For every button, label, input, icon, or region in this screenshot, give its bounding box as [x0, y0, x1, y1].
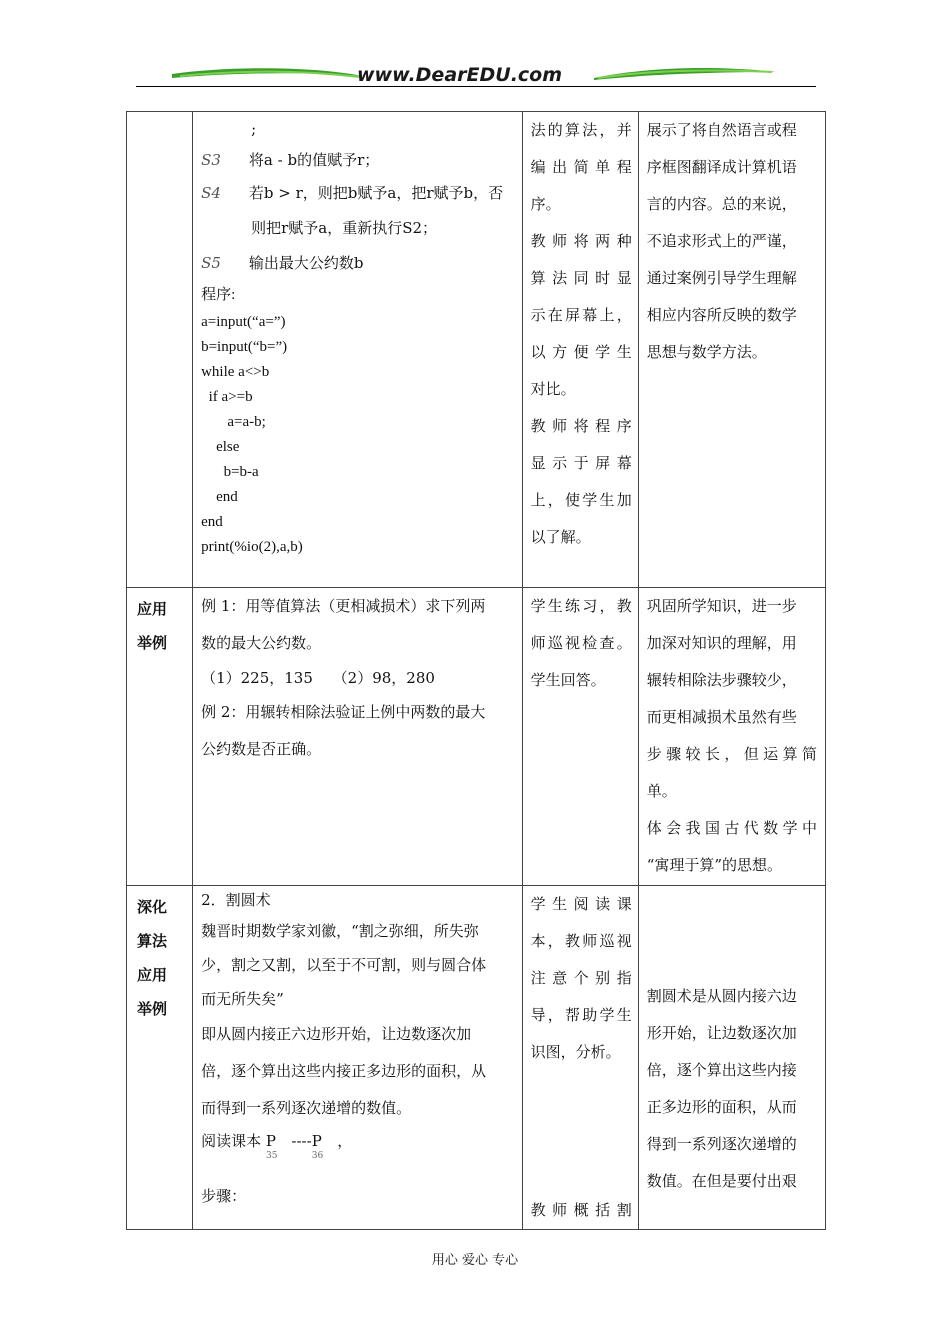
text-line: 不追求形式上的严谨，: [646, 232, 797, 250]
text-line: 教师将程序: [530, 417, 632, 435]
text-line: 公约数是否正确。: [201, 740, 322, 758]
algo-semicolon: ;: [251, 120, 257, 138]
content-cell: [193, 886, 522, 1230]
text-line: 数的最大公约数。: [201, 634, 322, 652]
code-line: while a<>b: [201, 364, 270, 380]
text-line: 示在屏幕上，: [530, 306, 632, 324]
text-line: 本，教师巡视: [530, 932, 632, 950]
text-line: 通过案例引导学生理解: [646, 269, 797, 287]
text-line: 辗转相除法步骤较少，: [646, 671, 797, 689]
text-line: 而无所失矣”: [201, 990, 284, 1008]
text-line: 思想与数学方法。: [646, 343, 767, 361]
right-swoosh-graphic: [592, 64, 778, 84]
table-row: [127, 588, 826, 886]
text-line: “寓理于算”的思想。: [646, 856, 783, 874]
stage-label: 举例: [137, 1000, 168, 1018]
table-row: [127, 886, 826, 1230]
text-line: 注意个别指: [530, 969, 632, 987]
code-line: end: [201, 514, 223, 530]
textbook-reference: [201, 1127, 521, 1161]
text-line: 以方便学生: [530, 343, 632, 361]
intent-cell: [638, 886, 825, 1230]
step-text: 若b > r，则把b赋予a，把r赋予b，否: [248, 184, 504, 202]
steps-label: 步骤：: [201, 1187, 247, 1205]
intent-cell: [638, 112, 825, 588]
code-line: print(%io(2),a,b): [201, 539, 303, 555]
text-line: 学生练习，教: [530, 597, 632, 615]
text-line: 序。: [530, 195, 561, 213]
reference-prefix: 阅读课本 P: [201, 1132, 276, 1150]
stage-cell: [127, 112, 193, 588]
text-line: 编出简单程: [530, 158, 632, 176]
text-line: 识图，分析。: [530, 1043, 621, 1061]
reference-suffix: ，: [337, 1132, 353, 1150]
text-line: 教师概括割: [530, 1201, 632, 1219]
step-text: 输出最大公约数b: [248, 254, 364, 272]
text-line: 即从圆内接正六边形开始，让边数逐次加: [201, 1025, 472, 1043]
page-subscript: 35: [265, 1151, 278, 1161]
activity-cell: [522, 886, 638, 1230]
text-line: 少，割之又割，以至于不可割，则与圆合体: [201, 956, 487, 974]
text-line: 数值。在但是要付出艰: [646, 1172, 797, 1190]
text-line: 学生回答。: [530, 671, 606, 689]
code-line: b=input(“b=”): [201, 339, 288, 355]
text-line: 得到一系列逐次递增的: [646, 1135, 797, 1153]
stage-label: 举例: [137, 634, 168, 652]
left-swoosh-graphic: [170, 64, 365, 84]
text-line: 学生阅读课: [530, 895, 632, 913]
activity-cell: [522, 112, 638, 588]
text-line: 2．割圆术: [201, 891, 271, 909]
text-line: 例 1：用等值算法（更相减损术）求下列两: [201, 597, 486, 615]
code-line: a=input(“a=”): [201, 314, 286, 330]
step-text: 将a - b的值赋予r；: [248, 151, 380, 169]
stage-label: 应用: [137, 966, 168, 984]
content-cell: [193, 112, 522, 588]
text-line: （1）225，135 （2）98，280: [201, 669, 435, 687]
step-label: S4: [201, 184, 221, 202]
code-line: b=b-a: [201, 464, 259, 480]
text-line: 魏晋时期数学家刘徽，“割之弥细，所失弥: [201, 922, 479, 940]
lesson-table: [126, 111, 826, 1230]
text-line: 而更相减损术虽然有些: [646, 708, 797, 726]
text-line: 巩固所学知识，进一步: [646, 597, 797, 615]
text-line: 对比。: [530, 380, 576, 398]
text-line: 相应内容所反映的数学: [646, 306, 797, 324]
program-title: 程序:: [201, 287, 236, 303]
step-label: S5: [201, 254, 221, 272]
text-line: 言的内容。总的来说，: [646, 195, 797, 213]
text-line: 算法同时显: [530, 269, 632, 287]
text-line: 形开始，让边数逐次加: [646, 1024, 797, 1042]
text-line: 正多边形的面积，从而: [646, 1098, 797, 1116]
header-rule: [136, 86, 816, 87]
text-line: 体会我国古代数学中: [646, 819, 817, 837]
content-cell: [193, 588, 522, 886]
text-line: 例 2：用辗转相除法验证上例中两数的最大: [201, 703, 486, 721]
text-line: 倍，逐个算出这些内接正多边形的面积，从: [201, 1062, 487, 1080]
page-subscript: 36: [311, 1151, 324, 1161]
text-line: 展示了将自然语言或程: [646, 121, 797, 139]
step-s5: [201, 246, 521, 280]
intent-cell: [638, 588, 825, 886]
stage-label: 应用: [137, 600, 168, 618]
step-s3: [201, 144, 521, 176]
text-line: 师巡视检查。: [530, 634, 632, 652]
text-line: 教师将两种: [530, 232, 632, 250]
table-row: [127, 112, 826, 588]
text-line: 序框图翻译成计算机语: [646, 158, 797, 176]
code-line: a=a-b;: [201, 414, 266, 430]
code-line: else: [201, 439, 240, 455]
page-footer: 用心 爱心 专心: [431, 1253, 519, 1268]
text-line: 加深对知识的理解，用: [646, 634, 797, 652]
code-line: end: [201, 489, 238, 505]
text-line: 以了解。: [530, 528, 591, 546]
code-line: if a>=b: [201, 389, 253, 405]
step-s4: [201, 176, 521, 210]
step-s4-continued: 则把r赋予a，重新执行S2；: [251, 219, 438, 237]
step-label: S3: [201, 151, 221, 169]
text-line: 割圆术是从圆内接六边: [646, 987, 797, 1005]
text-line: 倍，逐个算出这些内接: [646, 1061, 797, 1079]
text-line: 显示于屏幕: [530, 454, 632, 472]
text-line: 单。: [646, 782, 677, 800]
text-line: 步骤较长，但运算简: [646, 745, 817, 763]
activity-cell: [522, 588, 638, 886]
text-line: 上，使学生加: [530, 491, 632, 509]
text-line: 导，帮助学生: [530, 1006, 632, 1024]
stage-cell: [127, 886, 193, 1230]
stage-label: 深化: [137, 898, 168, 916]
text-line: 而得到一系列逐次递增的数值。: [201, 1099, 412, 1117]
text-line: 法的算法，并: [530, 121, 632, 139]
stage-cell: [127, 588, 193, 886]
stage-label: 算法: [137, 932, 168, 950]
site-logo: www.DearEDU.com: [357, 64, 563, 86]
reference-mid: ----P: [291, 1132, 322, 1150]
